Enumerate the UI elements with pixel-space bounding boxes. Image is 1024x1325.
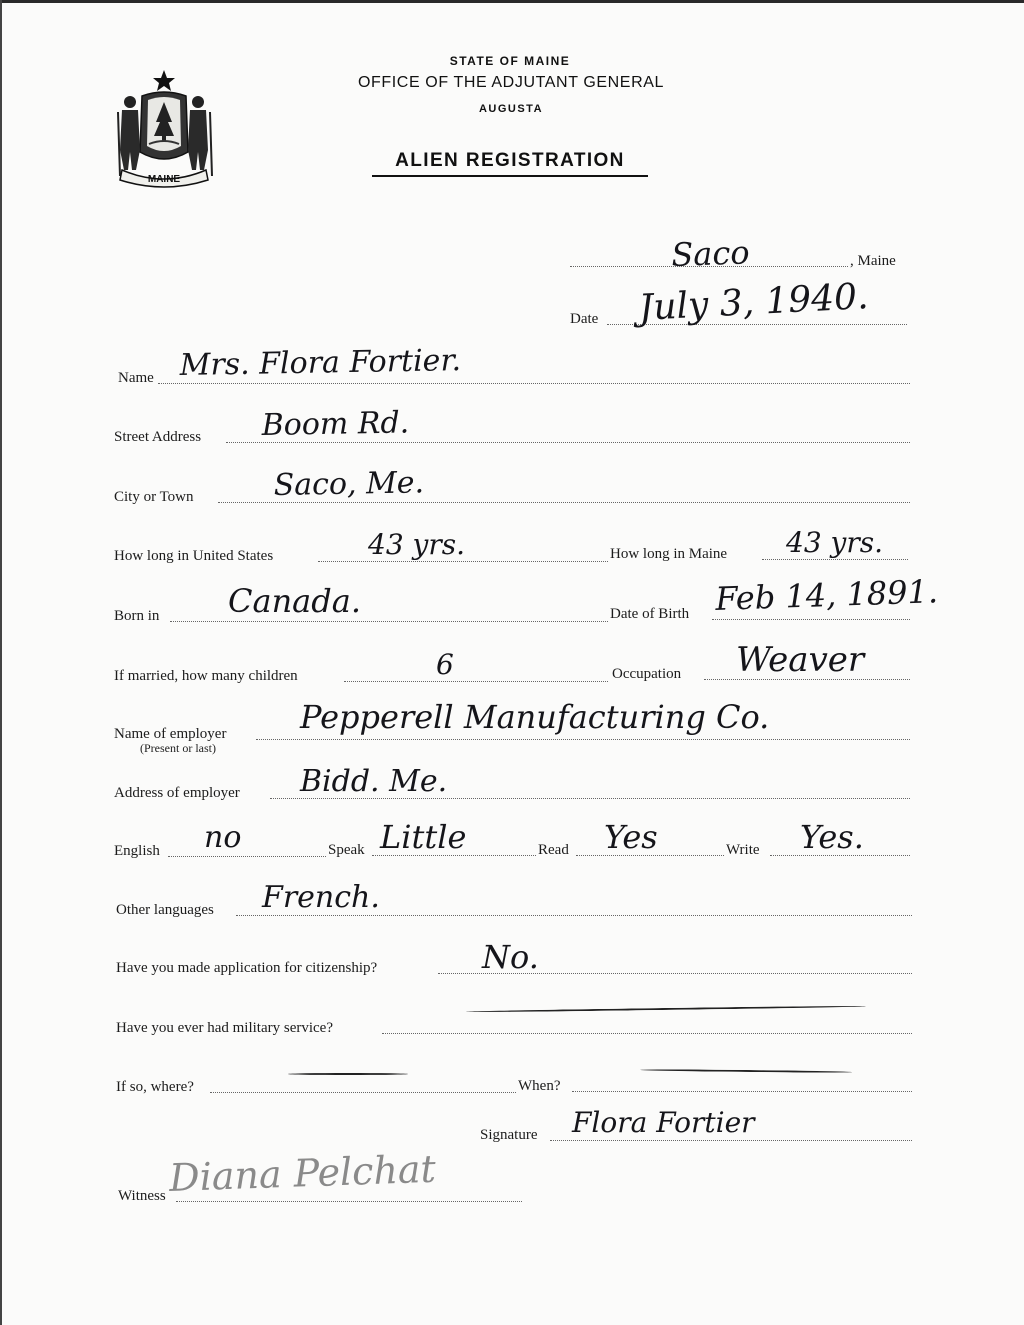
seal-motto: MAINE [147,174,181,185]
street-value: Boom Rd. [261,405,410,443]
header-office: OFFICE OF THE ADJUTANT GENERAL [357,74,665,91]
other-lang-label: Other languages [116,902,214,918]
born-label: Born in [114,608,160,624]
street-label: Street Address [114,429,202,445]
name-value: Mrs. Flora Fortier. [179,343,462,383]
witness-line [176,1201,522,1202]
employer-sublabel: (Present or last) [140,741,216,755]
occupation-label: Occupation [612,666,682,682]
dob-label: Date of Birth [610,606,690,622]
date-value: July 3, 1940. [637,276,870,329]
employer-address-label: Address of employer [114,785,240,801]
speak-label: Speak [328,842,365,858]
place-value: Saco [670,233,751,274]
military-line [382,1033,912,1034]
citizenship-value: No. [482,938,539,976]
us-value: 43 yrs. [368,528,466,561]
write-label: Write [726,842,760,858]
english-value: no [204,820,242,855]
english-line [168,856,326,857]
us-label: How long in United States [114,548,274,564]
write-value: Yes. [800,818,864,856]
place-suffix: , Maine [850,253,896,269]
employer-address-value: Bidd. Me. [300,764,448,799]
employer-label: Name of employer [114,726,227,742]
children-label: If married, how many children [114,668,298,684]
employer-line [256,739,910,740]
header-state: STATE OF MAINE [449,54,571,68]
name-label: Name [118,370,154,386]
witness-value: Diana Pelchat [168,1146,437,1200]
occupation-value: Weaver [736,640,865,680]
signature-value: Flora Fortier [572,1106,755,1139]
witness-label: Witness [118,1188,166,1204]
dob-line [712,619,910,620]
when-label: When? [518,1078,561,1094]
city-value: Saco, Me. [273,465,425,503]
citizenship-label: Have you made application for citizenship? [116,960,378,976]
other-lang-value: French. [262,880,380,915]
form-title: ALIEN REGISTRATION [395,150,625,171]
us-line [318,561,608,562]
maine-label: How long in Maine [610,546,728,562]
born-value: Canada. [228,582,361,620]
where-dash-stroke [288,1073,408,1075]
military-label: Have you ever had military service? [116,1020,333,1036]
scan-border-top [0,0,1024,3]
born-line [170,621,608,622]
children-line [344,681,608,682]
military-dash-stroke [466,1005,866,1013]
english-label: English [114,843,160,859]
where-line [210,1092,516,1093]
dob-value: Feb 14, 1891. [714,572,939,618]
header-city: AUGUSTA [478,103,544,115]
when-line [572,1091,912,1092]
city-label: City or Town [114,489,194,505]
maine-line [762,559,908,560]
scan-border-left [0,0,2,1325]
speak-value: Little [380,818,467,856]
signature-line [550,1140,912,1141]
other-lang-line [236,915,912,916]
read-label: Read [538,842,569,858]
maine-value: 43 yrs. [786,526,884,559]
title-underline [372,175,648,177]
date-label: Date [570,311,599,327]
street-line [226,442,910,443]
employer-value: Pepperell Manufacturing Co. [300,698,770,736]
where-label: If so, where? [116,1079,194,1095]
read-value: Yes [604,818,658,856]
children-value: 6 [436,648,454,681]
when-dash-stroke [640,1069,852,1073]
signature-label: Signature [480,1127,538,1143]
name-line [158,383,910,384]
